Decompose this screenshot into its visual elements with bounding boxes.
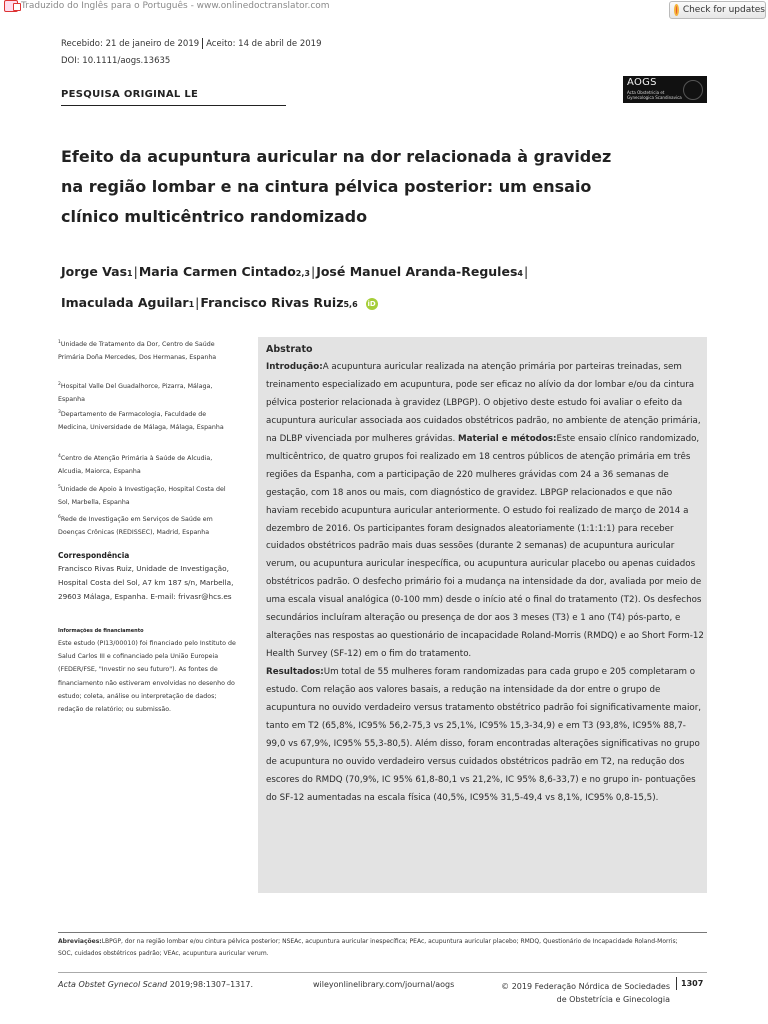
affiliation: $^1$Unidade de Tratamento da Dor, Centro de Saúde Primária Doña Mercedes, Dos Hermanas, Espanha bbox=[58, 340, 217, 362]
affiliation: $^2$Hospital Valle Del Guadalhorce, Pizarra, Málaga, Espanha bbox=[58, 382, 213, 404]
results-text: Um total de 55 mulheres foram randomizadas para cada grupo e 205 completaram o estudo. Com relação aos valores basais, a redução na intensidade da dor entre o grupo de acupuntura no ouvido verdadeiro versus tratamento obstétrico padrão foi significativamente maior, tanto em T2 (65,8%, IC95% 56,2-75,3 vs 25,1%, IC95% 15,3-34,9) e em T3 (93,8%, IC95% 88,7-99,0 vs 67,9%, IC95% 55,3-80,5). Além disso, foram encontradas alterações significativas no grupo de acupuntura no ouvido verdadeiro versus cuidados obstétricos padrão em T2, na redução dos escores do RMDQ (70,9%, IC 95% 61,8-80,1 vs 21,2%, IC 95% 8,6-33,7) e no grupo in- pontuações do SF-12 aumentadas na escala física (40,5%, IC95% 31,5-49,4 vs 8,1%, IC95% 0,8-15,5). bbox=[266, 667, 702, 803]
logo-title: AOGS bbox=[627, 77, 657, 88]
footer-rule bbox=[58, 932, 707, 933]
methods-text: Este ensaio clínico randomizado, multicêntrico, de quatro grupos foi realizado em 18 centros públicos de atenção primária em três regiões da Espanha, com a participação de 220 mulheres grávidas com 24 a 36 semanas de gestação, com 18 anos ou mais, com diagnóstico de gravidez. LBPGP relacionados e que não haviam recebido acupuntura auricular anteriormente. O estudo foi realizado de março de 2014 a dezembro de 2016. Os participantes foram designados aleatoriamente (1:1:1:1) para receber cuidados obstétricos padrão mais duas sessões (durante 2 semanas) de acupuntura auricular verum, ou acupuntura auricular inespecífica, ou acupuntura auricular placebo ou apenas cuidados obstétricos padrão. O desfecho primário foi a mudança na intensidade da dor, avaliada por meio de uma escala visual analógica (0-100 mm) desde o início até o final do tratamento (T2). Os desfechos secundários incluíram alteração ou presença de dor aos 3 meses (T3) e 1 ano (T4) pós-parto, e alterações nas respostas ao questionário de incapacidade Roland-Morris (RMDQ) e ao Short Form-12 Health Survey (SF-12) em o fim do tratamento. bbox=[266, 433, 704, 660]
abbreviations-label: Abreviações: bbox=[58, 938, 102, 945]
author-name[interactable]: Imaculada Aguilar1 bbox=[61, 295, 195, 310]
article-title: Efeito da acupuntura auricular na dor relacionada à gravidez na região lombar e na cintura pélvica posterior: um ensaio clínico multicêntrico randomizado bbox=[61, 147, 612, 226]
copyright: © 2019 Federação Nórdica de Sociedades de Obstetrícia e Ginecologia bbox=[501, 982, 670, 1004]
abstract-results bbox=[266, 664, 704, 808]
author-name[interactable]: Maria Carmen Cintado2,3 bbox=[138, 264, 310, 279]
correspondence-text: Francisco Rivas Ruiz, Unidade de Investigação, Hospital Costa del Sol, A7 km 187 s/n, Marbella, 29603 Málaga, Espanha. E-mail: frivasr@hcs.es bbox=[58, 564, 234, 601]
translate-icon bbox=[4, 0, 18, 12]
journal-citation: Acta Obstet Gynecol Scand 2019;98:1307–1317. bbox=[58, 980, 253, 989]
doi[interactable]: DOI: 10.1111/aogs.13635 bbox=[61, 56, 171, 66]
orcid-icon[interactable]: iD bbox=[367, 299, 376, 308]
funding-text: Este estudo (PI13/00010) foi financiado pelo Instituto de Salud Carlos III e cofinanciado pela União Europeia (FEDER/FSE, "Investir no seu futuro"). As fontes de financiamento não estiveram envolvidas no desenho do estudo; coleta, análise ou interpretação de dados; redação de relatório; ou submissão. bbox=[58, 640, 236, 714]
affiliation: $^6$Rede de Investigação em Serviços de Saúde em Doenças Crônicas (REDISSEC), Madrid, Espanha bbox=[58, 515, 213, 537]
affiliation: $^5$Unidade de Apoio à Investigação, Hospital Costa del Sol, Marbella, Espanha bbox=[58, 485, 226, 507]
section-label: PESQUISA ORIGINAL LE bbox=[61, 89, 199, 100]
crossmark-icon bbox=[674, 4, 679, 16]
funding-heading: Informações de financiamento bbox=[58, 628, 144, 634]
accepted-date: Aceito: 14 de abril de 2019 bbox=[206, 39, 322, 49]
check-for-updates-button[interactable] bbox=[669, 1, 766, 19]
footer-rule bbox=[58, 972, 707, 973]
translator-text[interactable]: Traduzido do Inglês para o Português - www.onlinedoctranslator.com bbox=[21, 1, 330, 11]
methods-label: Material e métodos: bbox=[458, 433, 557, 444]
author-name[interactable]: Francisco Rivas Ruiz5,6 bbox=[200, 295, 358, 310]
correspondence-heading: Correspondência bbox=[58, 551, 130, 560]
abstract-heading: Abstrato bbox=[266, 344, 313, 355]
journal-url[interactable]: wileyonlinelibrary.com/journal/aogs bbox=[313, 980, 455, 989]
logo-subtitle: Acta Obstetricia et Gynecologica Scandinavica bbox=[627, 90, 682, 100]
section-rule bbox=[61, 105, 286, 106]
affiliation: $^3$Departamento de Farmacologia, Faculdade de Medicina, Universidade de Málaga, Málaga, Espanha bbox=[58, 410, 224, 432]
abstract-body bbox=[266, 359, 704, 664]
page-number: 1307 bbox=[681, 979, 704, 988]
received-date: Recebido: 21 de janeiro de 2019 bbox=[61, 39, 200, 49]
intro-label: Introdução: bbox=[266, 361, 323, 372]
abbreviations-text: LBPGP, dor na região lombar e/ou cintura pélvica posterior; NSEAc, acupuntura auricular inespecífica; PEAc, acupuntura auricular placebo; RMDQ, Questionário de Incapacidade Roland-Morris; SOC, cuidados obstétricos padrão; VEAc, acupuntura auricular verum. bbox=[58, 938, 678, 957]
affiliation: $^4$Centro de Atenção Primária à Saúde de Alcudia, Alcudia, Maiorca, Espanha bbox=[58, 454, 213, 476]
results-label: Resultados: bbox=[266, 667, 324, 678]
author-name[interactable]: Jorge Vas1 bbox=[61, 264, 133, 279]
check-for-updates-label: Check for updates bbox=[682, 5, 765, 15]
intro-text: A acupuntura auricular realizada na atenção primária por parteiras treinadas, sem treinamento especializado em acupuntura, pode ser eficaz no alívio da dor lombar e/ou da cintura pélvica posterior relacionada à gravidez (LBPGP). O objetivo deste estudo foi avaliar o efeito da acupuntura auricular associada aos cuidados obstétricos padrão, no ambiente de atenção primária, na DLBP vivenciada por mulheres grávidas. bbox=[266, 361, 701, 444]
author-name[interactable]: José Manuel Aranda-Regules4 bbox=[316, 264, 523, 279]
publication-dates bbox=[61, 38, 322, 49]
divider bbox=[202, 38, 203, 49]
journal-logo bbox=[623, 76, 707, 103]
abbreviations bbox=[58, 936, 688, 960]
abstract bbox=[266, 341, 704, 808]
divider bbox=[676, 977, 677, 990]
translator-banner[interactable] bbox=[4, 0, 330, 12]
author-list: Jorge Vas1|Maria Carmen Cintado2,3|José Manuel Aranda-Regules4| Imaculada Aguilar1|Francisco Rivas Ruiz5,6 iD bbox=[61, 264, 529, 310]
logo-emblem bbox=[683, 80, 703, 100]
